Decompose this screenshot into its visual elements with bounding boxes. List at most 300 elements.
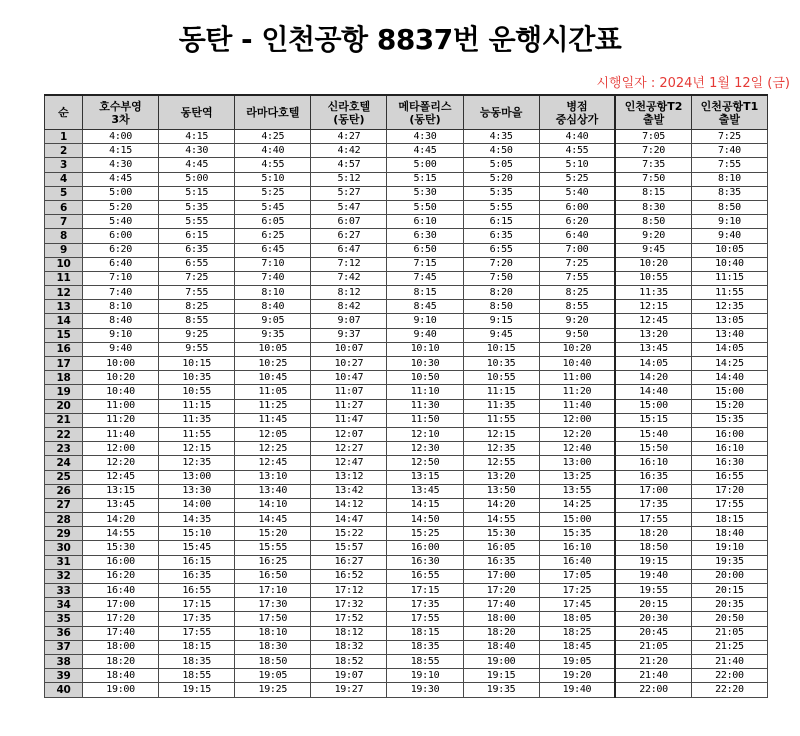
table-row [45,229,768,243]
table-row [45,413,768,427]
time-cell: 7:35 [615,158,691,172]
time-cell: 18:05 [539,612,615,626]
time-cell: 16:35 [463,555,539,569]
time-cell: 9:05 [235,314,311,328]
column-header-stop: 신라호텔 (동탄) [311,95,387,130]
row-number: 9 [45,243,83,257]
time-cell: 5:05 [463,158,539,172]
time-cell: 5:55 [463,200,539,214]
time-cell: 9:20 [615,229,691,243]
time-cell: 6:35 [159,243,235,257]
time-cell: 18:30 [235,640,311,654]
time-cell: 9:45 [463,328,539,342]
time-cell: 11:15 [691,271,767,285]
table-row [45,569,768,583]
time-cell: 10:27 [311,357,387,371]
time-cell: 10:20 [83,371,159,385]
table-row [45,257,768,271]
time-cell: 19:35 [463,683,539,697]
time-cell: 12:35 [691,300,767,314]
time-cell: 15:35 [691,413,767,427]
time-cell: 16:20 [83,569,159,583]
time-cell: 6:55 [463,243,539,257]
time-cell: 7:40 [83,286,159,300]
time-cell: 14:00 [159,498,235,512]
row-number: 20 [45,399,83,413]
time-cell: 18:25 [539,626,615,640]
time-cell: 17:00 [463,569,539,583]
time-cell: 10:47 [311,371,387,385]
time-cell: 12:15 [615,300,691,314]
time-cell: 20:35 [691,598,767,612]
time-cell: 17:35 [615,498,691,512]
time-cell: 15:00 [691,385,767,399]
time-cell: 6:40 [539,229,615,243]
time-cell: 4:42 [311,144,387,158]
time-cell: 14:20 [83,513,159,527]
time-cell: 13:40 [691,328,767,342]
time-cell: 21:05 [691,626,767,640]
time-cell: 17:55 [691,498,767,512]
time-cell: 16:25 [235,555,311,569]
row-number: 14 [45,314,83,328]
time-cell: 11:35 [463,399,539,413]
time-cell: 16:40 [539,555,615,569]
time-cell: 7:10 [83,271,159,285]
time-cell: 12:00 [539,413,615,427]
row-number: 8 [45,229,83,243]
time-cell: 7:12 [311,257,387,271]
time-cell: 13:20 [615,328,691,342]
time-cell: 14:05 [615,357,691,371]
time-cell: 16:52 [311,569,387,583]
column-header-stop: 메타폴리스 (동탄) [387,95,463,130]
time-cell: 8:45 [387,300,463,314]
time-cell: 14:20 [615,371,691,385]
time-cell: 13:15 [387,470,463,484]
time-cell: 4:25 [235,130,311,144]
row-number: 40 [45,683,83,697]
time-cell: 12:45 [615,314,691,328]
time-cell: 10:55 [159,385,235,399]
time-cell: 15:00 [615,399,691,413]
row-number: 39 [45,669,83,683]
table-row [45,158,768,172]
time-cell: 19:25 [235,683,311,697]
time-cell: 19:07 [311,669,387,683]
time-cell: 6:25 [235,229,311,243]
time-cell: 16:35 [615,470,691,484]
time-cell: 16:50 [235,569,311,583]
time-cell: 9:25 [159,328,235,342]
time-cell: 13:45 [83,498,159,512]
time-cell: 22:00 [615,683,691,697]
table-row [45,669,768,683]
time-cell: 13:45 [387,484,463,498]
time-cell: 6:20 [539,215,615,229]
time-cell: 5:00 [83,186,159,200]
time-cell: 8:10 [235,286,311,300]
column-header-seq: 순 [45,95,83,130]
time-cell: 18:55 [159,669,235,683]
time-cell: 10:25 [235,357,311,371]
time-cell: 15:20 [235,527,311,541]
timetable-body [45,130,768,698]
time-cell: 21:40 [615,669,691,683]
time-cell: 6:47 [311,243,387,257]
time-cell: 18:15 [691,513,767,527]
time-cell: 16:35 [159,569,235,583]
time-cell: 11:20 [83,413,159,427]
time-cell: 17:45 [539,598,615,612]
time-cell: 11:47 [311,413,387,427]
time-cell: 5:47 [311,200,387,214]
time-cell: 4:30 [159,144,235,158]
time-cell: 16:05 [463,541,539,555]
time-cell: 12:27 [311,442,387,456]
row-number: 13 [45,300,83,314]
time-cell: 20:15 [615,598,691,612]
table-row [45,385,768,399]
time-cell: 15:55 [235,541,311,555]
time-cell: 5:15 [159,186,235,200]
time-cell: 10:20 [539,342,615,356]
time-cell: 12:15 [159,442,235,456]
time-cell: 5:30 [387,186,463,200]
time-cell: 17:25 [539,584,615,598]
row-number: 36 [45,626,83,640]
time-cell: 9:40 [691,229,767,243]
time-cell: 14:40 [691,371,767,385]
time-cell: 18:40 [463,640,539,654]
time-cell: 17:55 [159,626,235,640]
time-cell: 12:05 [235,427,311,441]
time-cell: 20:50 [691,612,767,626]
time-cell: 6:00 [539,200,615,214]
time-cell: 13:25 [539,470,615,484]
row-number: 21 [45,413,83,427]
time-cell: 11:10 [387,385,463,399]
time-cell: 4:00 [83,130,159,144]
time-cell: 11:35 [159,413,235,427]
time-cell: 17:20 [463,584,539,598]
time-cell: 12:45 [235,456,311,470]
time-cell: 9:10 [83,328,159,342]
time-cell: 16:55 [387,569,463,583]
time-cell: 13:20 [463,470,539,484]
time-cell: 10:40 [691,257,767,271]
row-number: 34 [45,598,83,612]
time-cell: 5:15 [387,172,463,186]
time-cell: 16:10 [539,541,615,555]
time-cell: 13:00 [159,470,235,484]
time-cell: 11:27 [311,399,387,413]
time-cell: 17:05 [539,569,615,583]
time-cell: 7:40 [235,271,311,285]
time-cell: 13:50 [463,484,539,498]
time-cell: 19:15 [463,669,539,683]
time-cell: 14:50 [387,513,463,527]
row-number: 29 [45,527,83,541]
time-cell: 5:25 [235,186,311,200]
time-cell: 12:35 [159,456,235,470]
time-cell: 4:55 [539,144,615,158]
time-cell: 6:00 [83,229,159,243]
column-header-stop: 동탄역 [159,95,235,130]
row-number: 28 [45,513,83,527]
time-cell: 4:50 [463,144,539,158]
time-cell: 13:42 [311,484,387,498]
time-cell: 4:40 [539,130,615,144]
time-cell: 17:55 [387,612,463,626]
time-cell: 8:12 [311,286,387,300]
time-cell: 7:25 [539,257,615,271]
row-number: 18 [45,371,83,385]
time-cell: 5:25 [539,172,615,186]
time-cell: 15:40 [615,427,691,441]
time-cell: 13:00 [539,456,615,470]
time-cell: 19:40 [615,569,691,583]
time-cell: 9:45 [615,243,691,257]
time-cell: 7:40 [691,144,767,158]
table-row [45,683,768,697]
time-cell: 8:10 [83,300,159,314]
time-cell: 12:45 [83,470,159,484]
table-row [45,484,768,498]
time-cell: 17:00 [615,484,691,498]
row-number: 6 [45,200,83,214]
time-cell: 22:20 [691,683,767,697]
row-number: 27 [45,498,83,512]
row-number: 19 [45,385,83,399]
table-row [45,612,768,626]
time-cell: 5:00 [159,172,235,186]
table-row [45,144,768,158]
time-cell: 14:35 [159,513,235,527]
time-cell: 17:35 [159,612,235,626]
row-number: 30 [45,541,83,555]
time-cell: 9:35 [235,328,311,342]
time-cell: 14:05 [691,342,767,356]
time-cell: 11:00 [83,399,159,413]
row-number: 3 [45,158,83,172]
time-cell: 12:50 [387,456,463,470]
time-cell: 11:55 [691,286,767,300]
time-cell: 8:55 [159,314,235,328]
time-cell: 7:25 [159,271,235,285]
time-cell: 15:22 [311,527,387,541]
table-row [45,427,768,441]
time-cell: 10:30 [387,357,463,371]
time-cell: 8:40 [235,300,311,314]
time-cell: 9:37 [311,328,387,342]
table-row [45,286,768,300]
time-cell: 5:27 [311,186,387,200]
time-cell: 12:35 [463,442,539,456]
time-cell: 10:07 [311,342,387,356]
time-cell: 19:27 [311,683,387,697]
time-cell: 10:45 [235,371,311,385]
time-cell: 6:30 [387,229,463,243]
time-cell: 16:10 [691,442,767,456]
time-cell: 19:15 [615,555,691,569]
time-cell: 5:45 [235,200,311,214]
time-cell: 16:10 [615,456,691,470]
table-row [45,456,768,470]
time-cell: 17:35 [387,598,463,612]
time-cell: 22:00 [691,669,767,683]
table-row [45,300,768,314]
time-cell: 11:07 [311,385,387,399]
time-cell: 9:20 [539,314,615,328]
time-cell: 7:20 [463,257,539,271]
time-cell: 9:50 [539,328,615,342]
time-cell: 17:00 [83,598,159,612]
row-number: 4 [45,172,83,186]
time-cell: 6:45 [235,243,311,257]
time-cell: 7:25 [691,130,767,144]
time-cell: 17:12 [311,584,387,598]
time-cell: 6:55 [159,257,235,271]
table-row [45,640,768,654]
time-cell: 7:05 [615,130,691,144]
time-cell: 14:55 [83,527,159,541]
time-cell: 18:40 [691,527,767,541]
time-cell: 10:05 [691,243,767,257]
row-number: 22 [45,427,83,441]
time-cell: 6:10 [387,215,463,229]
time-cell: 12:25 [235,442,311,456]
time-cell: 19:15 [159,683,235,697]
time-cell: 18:32 [311,640,387,654]
time-cell: 10:05 [235,342,311,356]
time-cell: 19:00 [463,654,539,668]
row-number: 11 [45,271,83,285]
time-cell: 14:12 [311,498,387,512]
table-row [45,314,768,328]
time-cell: 5:10 [235,172,311,186]
time-cell: 16:30 [387,555,463,569]
time-cell: 5:20 [83,200,159,214]
time-cell: 17:20 [691,484,767,498]
time-cell: 8:35 [691,186,767,200]
time-cell: 8:15 [387,286,463,300]
time-cell: 19:10 [691,541,767,555]
time-cell: 20:00 [691,569,767,583]
row-number: 15 [45,328,83,342]
time-cell: 12:47 [311,456,387,470]
time-cell: 12:00 [83,442,159,456]
time-cell: 7:10 [235,257,311,271]
table-row [45,470,768,484]
time-cell: 15:35 [539,527,615,541]
time-cell: 15:30 [83,541,159,555]
table-row [45,271,768,285]
effective-date: 시행일자 : 2024년 1월 12일 (금) [596,76,790,91]
time-cell: 18:20 [615,527,691,541]
time-cell: 11:30 [387,399,463,413]
time-cell: 13:10 [235,470,311,484]
time-cell: 7:15 [387,257,463,271]
table-row [45,399,768,413]
time-cell: 18:50 [615,541,691,555]
time-cell: 13:05 [691,314,767,328]
time-cell: 19:30 [387,683,463,697]
time-cell: 10:00 [83,357,159,371]
time-cell: 15:57 [311,541,387,555]
time-cell: 13:12 [311,470,387,484]
table-row [45,555,768,569]
time-cell: 12:55 [463,456,539,470]
time-cell: 17:15 [387,584,463,598]
time-cell: 11:40 [83,427,159,441]
time-cell: 14:40 [615,385,691,399]
time-cell: 17:55 [615,513,691,527]
time-cell: 19:35 [691,555,767,569]
time-cell: 13:30 [159,484,235,498]
timetable [44,94,768,698]
table-row [45,513,768,527]
time-cell: 11:50 [387,413,463,427]
time-cell: 18:50 [235,654,311,668]
column-header-stop: 호수부영 3차 [83,95,159,130]
time-cell: 4:45 [159,158,235,172]
time-cell: 16:00 [83,555,159,569]
time-cell: 14:25 [539,498,615,512]
time-cell: 11:55 [159,427,235,441]
time-cell: 17:50 [235,612,311,626]
time-cell: 14:55 [463,513,539,527]
table-row [45,498,768,512]
table-row [45,598,768,612]
time-cell: 18:35 [159,654,235,668]
time-cell: 6:05 [235,215,311,229]
time-cell: 21:20 [615,654,691,668]
time-cell: 11:05 [235,385,311,399]
time-cell: 10:40 [539,357,615,371]
time-cell: 16:27 [311,555,387,569]
row-number: 38 [45,654,83,668]
time-cell: 16:55 [159,584,235,598]
time-cell: 4:55 [235,158,311,172]
time-cell: 8:10 [691,172,767,186]
time-cell: 15:50 [615,442,691,456]
time-cell: 18:55 [387,654,463,668]
time-cell: 4:57 [311,158,387,172]
timetable-header-row [45,95,768,130]
table-row [45,172,768,186]
time-cell: 8:40 [83,314,159,328]
time-cell: 12:15 [463,427,539,441]
time-cell: 19:00 [83,683,159,697]
page-title: 동탄 - 인천공항 8837번 운행시간표 [178,23,622,56]
time-cell: 4:45 [83,172,159,186]
table-row [45,342,768,356]
time-cell: 4:45 [387,144,463,158]
time-cell: 5:00 [387,158,463,172]
row-number: 10 [45,257,83,271]
table-row [45,442,768,456]
time-cell: 11:20 [539,385,615,399]
time-cell: 10:20 [615,257,691,271]
time-cell: 10:15 [463,342,539,356]
time-cell: 5:35 [463,186,539,200]
time-cell: 6:20 [83,243,159,257]
time-cell: 5:10 [539,158,615,172]
row-number: 1 [45,130,83,144]
time-cell: 12:20 [539,427,615,441]
time-cell: 18:20 [463,626,539,640]
